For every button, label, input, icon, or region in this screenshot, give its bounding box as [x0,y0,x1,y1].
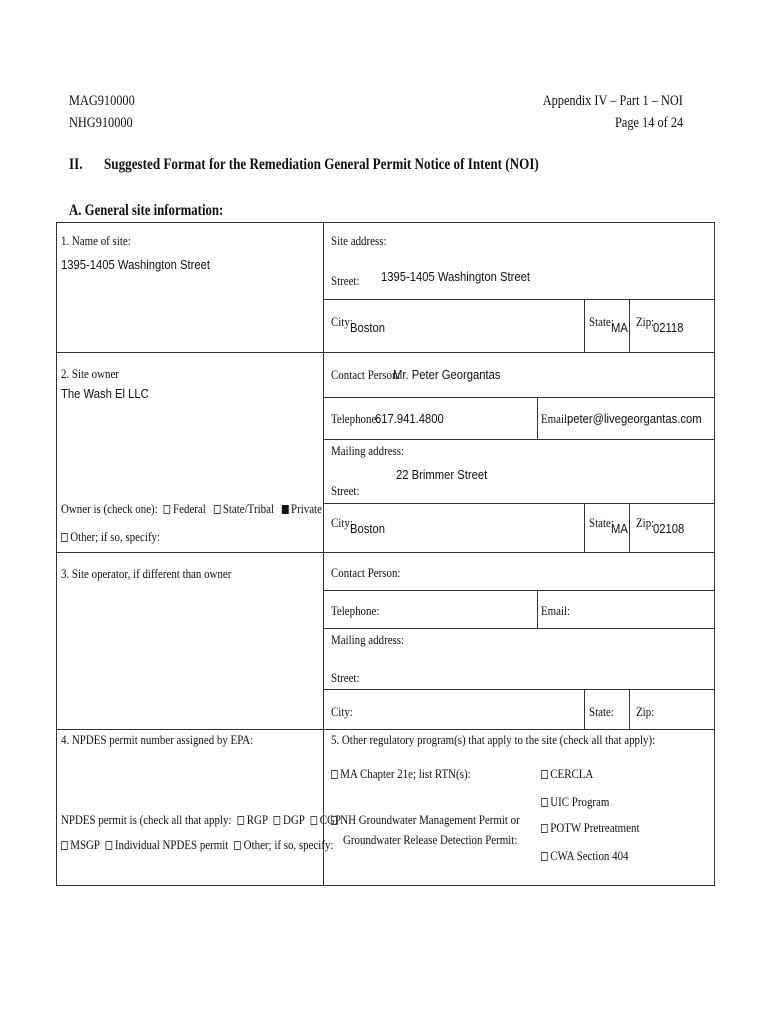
checkbox-cwa-section-404[interactable] [541,852,548,861]
operator-state-label[interactable]: State: [589,704,614,719]
site-operator-label: 3. Site operator, if different than owner [61,566,232,581]
owner-street-value[interactable]: 22 Brimmer Street [396,468,488,482]
subsection-title: A. General site information: [69,202,224,219]
checkbox-potw-pretreatment-label: POTW Pretreatment [550,820,640,835]
owner-contact-label: Contact Person: [331,367,401,382]
site-address-label: Site address: [331,233,387,248]
npdes-type-prefix: NPDES permit is (check all that apply: [61,812,232,827]
checkbox-private[interactable] [282,505,289,514]
owner-state-label: State: [589,515,614,530]
program-cwa-row [541,848,629,864]
appendix-label: Appendix IV – Part 1 – NOI [542,93,683,109]
npdes-permit-label: 4. NPDES permit number assigned by EPA: [61,732,254,747]
site-name-value[interactable]: 1395-1405 Washington Street [61,258,211,272]
checkbox-npdes-other[interactable] [234,841,241,850]
permit-number-ma: MAG910000 [69,93,135,109]
section-number: II. [69,156,83,173]
checkbox-nh-groundwater[interactable] [331,816,338,825]
program-potw-row [541,820,640,836]
section-title: Suggested Format for the Remediation General Permit Notice of Intent (NOI) [104,156,539,173]
checkbox-dgp-label: DGP [282,812,305,827]
checkbox-owner-other-label: Other; if so, specify: [70,529,161,544]
site-city-value[interactable]: Boston [350,321,386,335]
operator-zip-label[interactable]: Zip: [636,704,655,719]
checkbox-cgp[interactable] [310,816,317,825]
checkbox-uic-program[interactable] [541,798,548,807]
operator-mailing-label: Mailing address: [331,632,405,647]
site-owner-value[interactable]: The Wash El LLC [61,387,149,401]
site-zip-label: Zip: [636,314,655,329]
owner-telephone-label: Telephone: [331,411,380,426]
owner-city-value[interactable]: Boston [350,522,386,536]
owner-type-group [61,501,322,517]
owner-telephone-value[interactable]: 617.941.4800 [375,412,444,426]
other-programs-label: 5. Other regulatory program(s) that apply to the site (check all that apply): [331,732,656,747]
owner-street-label: Street: [331,483,360,498]
operator-street-label[interactable]: Street: [331,670,360,685]
site-city-label: City: [331,314,353,329]
checkbox-state-tribal-label: State/Tribal [222,501,274,516]
operator-telephone-label[interactable]: Telephone: [331,603,380,618]
program-nh-label-line2: Groundwater Release Detection Permit: [343,832,518,847]
operator-city-label[interactable]: City: [331,704,353,719]
permit-number-nh: NHG910000 [69,115,133,131]
checkbox-cercla[interactable] [541,770,548,779]
site-state-value[interactable]: MA [611,321,628,335]
checkbox-federal[interactable] [164,505,171,514]
checkbox-state-tribal[interactable] [214,505,221,514]
site-street-label: Street: [331,273,360,288]
checkbox-ma-chapter-21e[interactable] [331,770,338,779]
checkbox-individual-npdes[interactable] [106,841,113,850]
checkbox-individual-npdes-label: Individual NPDES permit [114,837,229,852]
checkbox-npdes-other-label: Other; if so, specify: [243,837,334,852]
program-nh-row [331,812,520,828]
checkbox-msgp[interactable] [61,841,68,850]
checkbox-owner-other[interactable] [61,533,68,542]
checkbox-uic-program-label: UIC Program [550,794,610,809]
checkbox-cercla-label: CERCLA [550,766,594,781]
checkbox-ma-chapter-21e-label: MA Chapter 21e; list RTN(s): [340,766,471,781]
owner-state-value[interactable]: MA [611,522,628,536]
program-uic-row [541,794,609,810]
checkbox-msgp-label: MSGP [70,837,100,852]
operator-contact-label[interactable]: Contact Person: [331,565,401,580]
checkbox-dgp[interactable] [274,816,281,825]
checkbox-nh-groundwater-label: NH Groundwater Management Permit or [340,812,520,827]
site-zip-value[interactable]: 02118 [653,321,684,335]
checkbox-federal-label: Federal [173,501,206,516]
owner-type-other-row [61,529,160,545]
owner-zip-value[interactable]: 02108 [653,522,685,536]
checkbox-cgp-label: CGP [319,812,341,827]
site-state-label: State: [589,314,614,329]
npdes-type-row-2 [61,837,333,853]
owner-type-prefix: Owner is (check one): [61,501,158,516]
page-number: Page 14 of 24 [614,115,683,131]
checkbox-private-label: Private [291,501,322,516]
checkbox-potw-pretreatment[interactable] [541,824,548,833]
checkbox-rgp-label: RGP [246,812,268,827]
checkbox-rgp[interactable] [238,816,245,825]
owner-city-label: City: [331,515,353,530]
program-cercla-row [541,766,593,782]
operator-email-label[interactable]: Email: [541,603,571,618]
owner-email-label: Email: [541,411,571,426]
site-street-value[interactable]: 1395-1405 Washington Street [381,270,531,284]
checkbox-cwa-section-404-label: CWA Section 404 [550,848,629,863]
owner-mailing-label: Mailing address: [331,443,405,458]
owner-email-value[interactable]: peter@livegeorgantas.com [567,412,702,426]
owner-contact-value[interactable]: Mr. Peter Georgantas [393,368,501,382]
site-owner-label: 2. Site owner [61,366,119,381]
owner-zip-label: Zip: [636,515,655,530]
npdes-type-row-1 [61,812,341,828]
site-name-label: 1. Name of site: [61,233,131,248]
program-ma-chapter-row [331,766,471,782]
